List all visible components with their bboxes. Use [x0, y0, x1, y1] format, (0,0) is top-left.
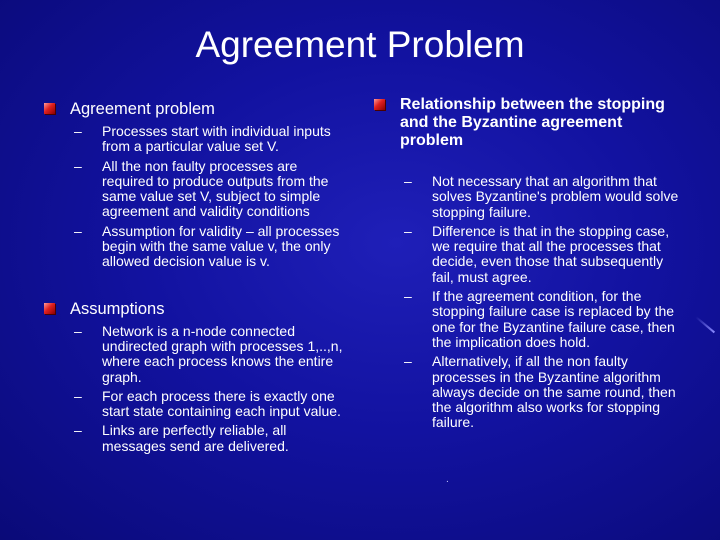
- list-item: – Assumption for validity – all processes begin with the same value v, the only allowed decision value is v.: [74, 222, 340, 270]
- topic-agreement-problem: [44, 100, 344, 118]
- dash-icon: –: [404, 353, 412, 370]
- relationship-list: [374, 174, 684, 431]
- topic-assumptions: [44, 300, 344, 318]
- list-item: – For each process there is exactly one start state containing each input value.: [74, 387, 341, 420]
- square-bullet-icon: [44, 303, 55, 314]
- dash-icon: –: [404, 222, 412, 239]
- dash-icon: –: [404, 288, 412, 305]
- list-item: – Processes start with individual inputs from a particular value set V.: [74, 123, 331, 155]
- assumptions-list: [44, 324, 344, 454]
- list-item: – All the non faulty processes are required to produce outputs from the same value set V, subject to simple agreement and validity conditions: [74, 157, 329, 220]
- square-bullet-icon: [44, 103, 55, 114]
- dash-icon: –: [74, 123, 82, 139]
- slide-title: Agreement Problem: [195, 24, 525, 65]
- list-item: – Network is a n-node connected undirected graph with processes 1,..,n, where each process knows the entire graph.: [74, 322, 343, 385]
- square-bullet-icon: [374, 99, 385, 110]
- list-item: – Difference is that in the stopping case, we require that all the processes that decide, even those that subsequently fail, must agree.: [404, 222, 670, 285]
- topic-heading: Agreement problem: [70, 100, 215, 118]
- left-column: [44, 100, 344, 458]
- dash-icon: –: [404, 173, 412, 189]
- decorative-streak: [695, 316, 715, 333]
- list-item: – Alternatively, if all the non faulty processes in the Byzantine algorithm always decide on the same round, then the algorithm also works for stopping failure.: [404, 353, 676, 431]
- topic-relationship: [374, 96, 684, 150]
- footnote-dot: .: [446, 474, 449, 485]
- agreement-problem-list: [44, 124, 344, 270]
- dash-icon: –: [74, 157, 82, 174]
- right-column: [374, 96, 684, 435]
- dash-icon: –: [74, 322, 82, 339]
- topic-heading: Relationship between the stopping and the Byzantine agreement problem: [400, 96, 665, 149]
- topic-heading: Assumptions: [70, 299, 165, 318]
- dash-icon: –: [74, 387, 82, 404]
- dash-icon: –: [74, 422, 82, 439]
- list-item: – If the agreement condition, for the stopping failure case is replaced by the one for the Byzantine failure case, then the implication does hold.: [404, 288, 675, 350]
- list-item: – Links are perfectly reliable, all messages send are delivered.: [74, 422, 289, 454]
- dash-icon: –: [74, 222, 82, 239]
- list-item: – Not necessary that an algorithm that solves Byzantine's problem would solve stopping failure.: [404, 173, 679, 220]
